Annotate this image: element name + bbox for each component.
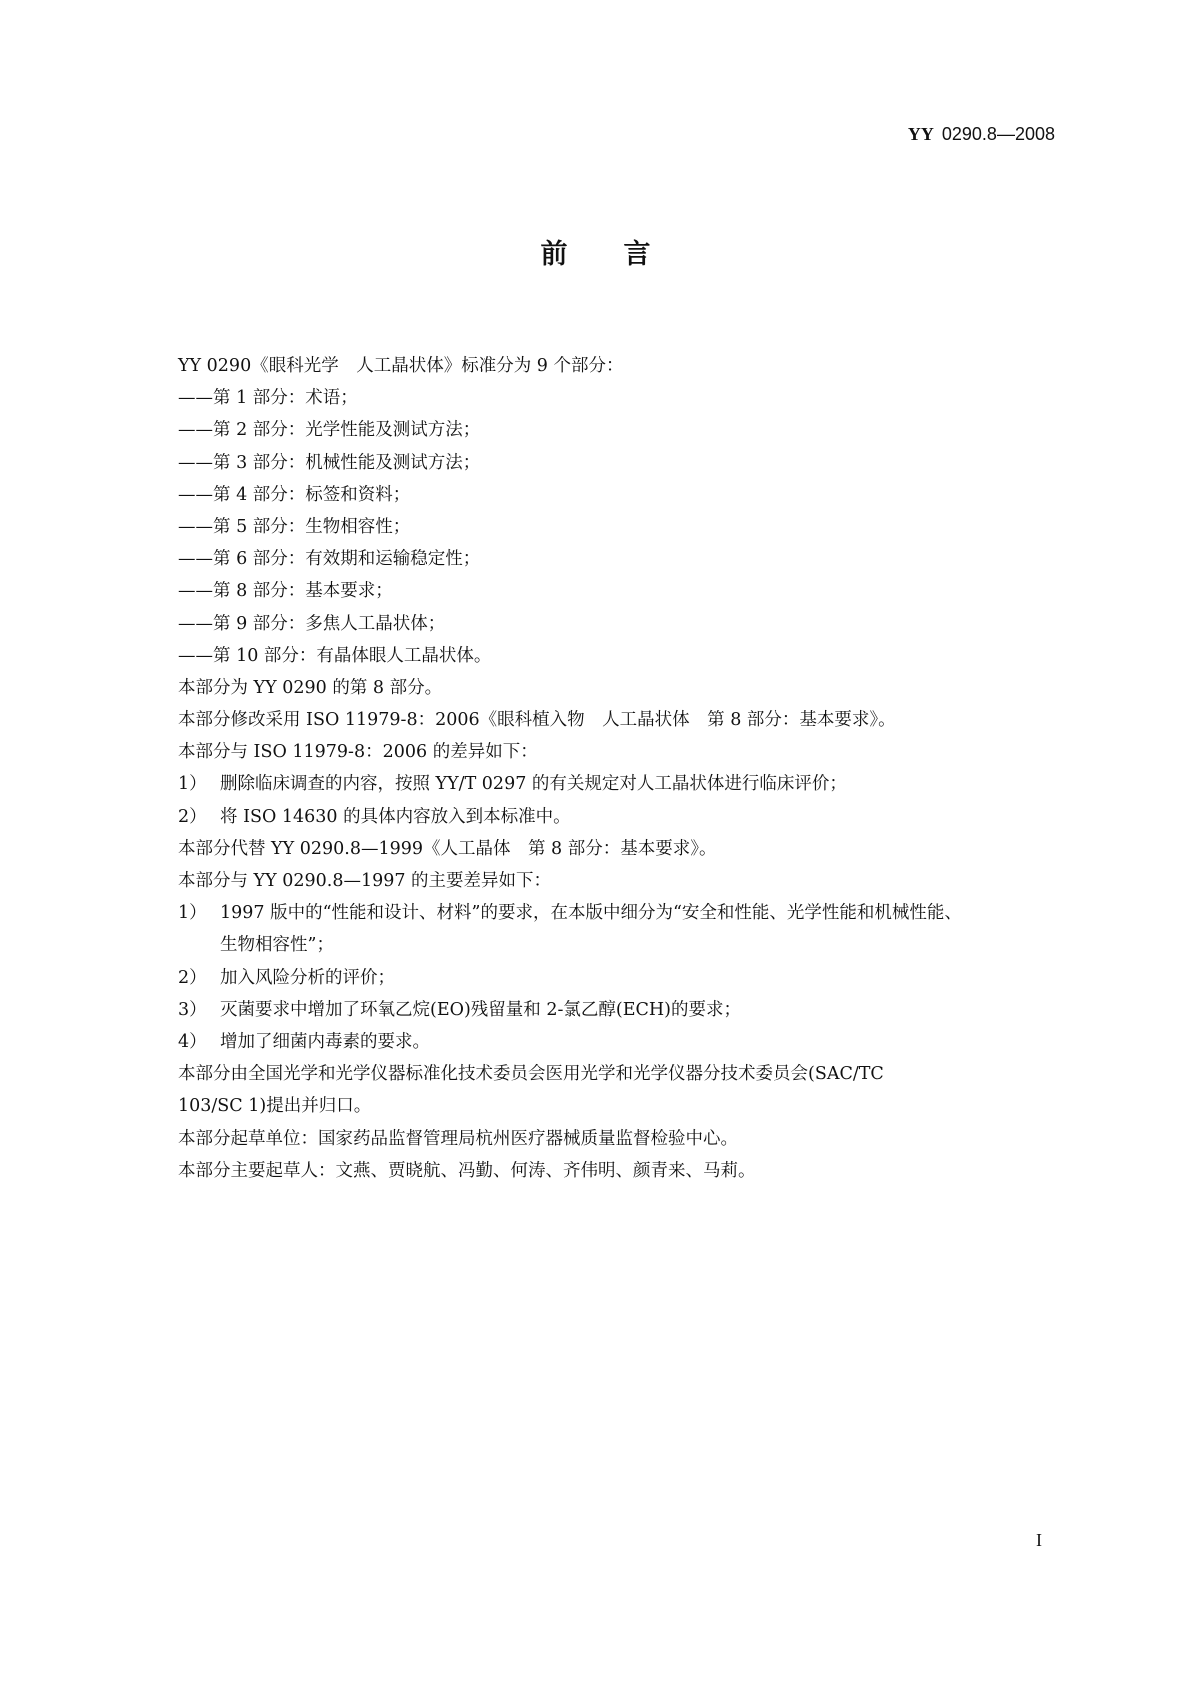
part-item: ——第 2 部分：光学性能及测试方法； bbox=[178, 420, 481, 441]
replacement-statement: 本部分代替 YY 0290.8—1999《人工晶体 第 8 部分：基本要求》。 bbox=[178, 838, 717, 859]
item-text: 加入风险分析的评价； bbox=[220, 967, 395, 988]
item-number: 4） bbox=[178, 1031, 207, 1052]
drafters-statement: 本部分主要起草人：文燕、贾晓航、冯勤、何涛、齐伟明、颜青来、马莉。 bbox=[178, 1160, 756, 1181]
item-number: 1） bbox=[178, 903, 207, 924]
old-diff-item bbox=[178, 962, 1068, 994]
document-code-header bbox=[908, 124, 1055, 145]
old-diff-item-continuation: 生物相容性”； bbox=[220, 935, 334, 956]
part-item: ——第 1 部分：术语； bbox=[178, 388, 358, 409]
proposer-statement-continuation: 103/SC 1)提出并归口。 bbox=[178, 1096, 372, 1117]
iso-diff-item bbox=[178, 801, 1068, 833]
intro-paragraph: YY 0290《眼科光学 人工晶状体》标准分为 9 个部分： bbox=[178, 356, 624, 376]
part-item: ——第 5 部分：生物相容性； bbox=[178, 516, 411, 537]
part-item: ——第 3 部分：机械性能及测试方法； bbox=[178, 452, 481, 473]
old-diff-item bbox=[178, 897, 1068, 929]
page-number: I bbox=[1036, 1530, 1042, 1550]
item-number: 3） bbox=[178, 999, 207, 1020]
part-item: ——第 8 部分：基本要求； bbox=[178, 581, 393, 602]
foreword-body bbox=[178, 350, 1068, 1187]
drafting-unit-statement: 本部分起草单位：国家药品监督管理局杭州医疗器械质量监督检验中心。 bbox=[178, 1128, 738, 1149]
adoption-statement: 本部分修改采用 ISO 11979-8：2006《眼科植入物 人工晶状体 第 8 部分：基本要求》。 bbox=[178, 710, 896, 731]
standard-prefix: YY bbox=[907, 124, 934, 144]
part-item: ——第 6 部分：有效期和运输稳定性； bbox=[178, 549, 481, 570]
iso-diff-item bbox=[178, 768, 1068, 800]
iso-diff-heading: 本部分与 ISO 11979-8：2006 的差异如下： bbox=[178, 742, 538, 763]
proposer-statement: 本部分由全国光学和光学仪器标准化技术委员会医用光学和光学仪器分技术委员会(SAC/TC bbox=[178, 1064, 884, 1085]
item-text: 灭菌要求中增加了环氧乙烷(EO)残留量和 2-氯乙醇(ECH)的要求； bbox=[220, 999, 741, 1020]
item-text: 删除临床调查的内容，按照 YY/T 0297 的有关规定对人工晶状体进行临床评价； bbox=[220, 774, 847, 795]
part-item: ——第 10 部分：有晶体眼人工晶状体。 bbox=[178, 645, 492, 666]
old-diff-heading: 本部分与 YY 0290.8—1997 的主要差异如下： bbox=[178, 871, 552, 891]
title-char: 前 bbox=[540, 239, 568, 270]
part-item: ——第 9 部分：多焦人工晶状体； bbox=[178, 613, 446, 634]
item-text: 将 ISO 14630 的具体内容放入到本标准中。 bbox=[220, 806, 571, 827]
old-diff-item bbox=[178, 994, 1068, 1026]
page-title bbox=[0, 232, 1191, 271]
standard-code: 0290.8—2008 bbox=[941, 124, 1055, 144]
item-number: 2） bbox=[178, 967, 207, 988]
old-diff-item bbox=[178, 1026, 1068, 1058]
part-item: ——第 4 部分：标签和资料； bbox=[178, 484, 411, 505]
title-char: 言 bbox=[623, 239, 651, 270]
item-number: 1） bbox=[178, 774, 207, 795]
item-text: 1997 版中的“性能和设计、材料”的要求，在本版中细分为“安全和性能、光学性能和机械性能、 bbox=[220, 903, 962, 924]
part-statement: 本部分为 YY 0290 的第 8 部分。 bbox=[178, 677, 443, 698]
item-number: 2） bbox=[178, 806, 207, 827]
item-text: 增加了细菌内毒素的要求。 bbox=[220, 1031, 430, 1052]
